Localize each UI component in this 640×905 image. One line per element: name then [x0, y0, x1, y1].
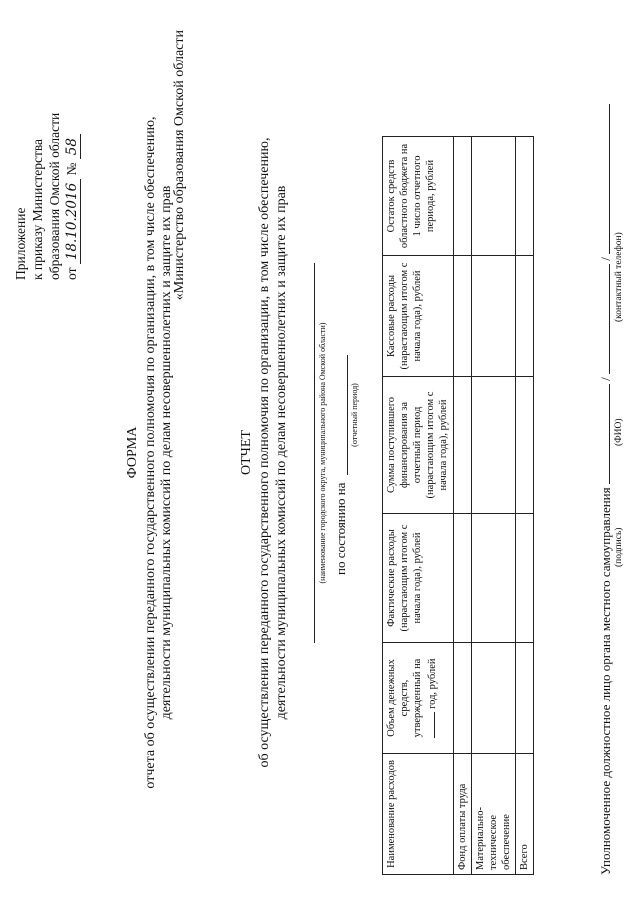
table-cell — [454, 377, 472, 514]
name-caption: (ФИО) — [614, 418, 624, 446]
table-cell — [516, 137, 534, 256]
header-cash-expenses: Кассовые расходы (нарастающим итогом с начала года), рублей — [383, 256, 454, 377]
separator: / — [598, 377, 613, 381]
header-received-funding: Сумма поступившего финансирования за отчетный период (нарастающим итогом с начала года), рублей — [383, 377, 454, 514]
table-cell — [454, 514, 472, 643]
table-cell — [472, 643, 516, 754]
header-expense-name: Наименование расходов — [383, 754, 454, 875]
period-field — [333, 355, 348, 475]
separator: / — [598, 257, 613, 261]
phone-caption: (контактный телефон) — [614, 232, 624, 322]
table-cell — [454, 256, 472, 377]
report-line-2: деятельности муниципальных комиссий по делам несовершеннолетних и защите их прав — [274, 185, 289, 720]
period-caption: (отчетный период) — [350, 383, 359, 447]
table-row — [454, 137, 472, 875]
ministry-label: «Министерство образования Омской области — [172, 30, 187, 301]
header-actual-expenses: Фактические расходы (нарастающим итогом с начала года), рублей — [383, 514, 454, 643]
form-heading: ФОРМА — [125, 426, 140, 479]
table-cell — [472, 256, 516, 377]
table-cell — [472, 377, 516, 514]
handwritten-number: 58 — [64, 134, 81, 159]
table-cell — [516, 643, 534, 754]
appendix-line-4 — [63, 113, 81, 280]
appendix-line-2: к приказу Министерства — [30, 138, 45, 280]
appendix-line-1: Приложение — [13, 207, 28, 280]
header-budget-balance: Остаток средств областного бюджета на 1 число отчетного периода, рублей — [383, 137, 454, 256]
handwritten-date: 18.10.2016 — [64, 179, 81, 264]
date-prefix: от — [64, 267, 79, 280]
table-cell — [472, 514, 516, 643]
municipality-caption: (наименование городского округа, муниципального района Омской области) — [318, 322, 327, 584]
header-approved-amount: Объем денежных средств, утвержденный на год, рублей — [383, 643, 454, 754]
table-cell — [454, 643, 472, 754]
table-cell — [472, 137, 516, 256]
signature-caption: (подпись) — [614, 527, 624, 567]
row-label: Фонд оплаты труда — [454, 754, 472, 875]
appendix-line-3: образования Омской области — [47, 112, 62, 280]
signature-label: Уполномоченное должностное лицо органа местного самоуправления — [598, 487, 613, 875]
report-table — [382, 136, 534, 875]
municipality-field — [300, 263, 315, 643]
appendix-block — [12, 113, 81, 280]
form-subtitle-line-1: отчета об осуществлении переданного государственного полномочия по организации, в том числе обеспечению, — [143, 116, 158, 789]
table-cell — [454, 137, 472, 256]
report-heading: ОТЧЕТ — [239, 430, 254, 475]
row-label: Материально-техническое обеспечение — [472, 754, 516, 875]
table-cell — [516, 514, 534, 643]
row-label: Всего — [516, 754, 534, 875]
phone-field — [609, 104, 610, 254]
table-cell — [516, 256, 534, 377]
table-row — [472, 137, 516, 875]
table-cell — [516, 377, 534, 514]
table-header-row — [383, 137, 454, 875]
name-field — [609, 264, 610, 374]
signature-field — [609, 384, 610, 484]
signature-row — [598, 104, 614, 875]
report-line-1: об осуществлении переданного государственного полномочия по организации, в том числе обеспечению, — [257, 137, 272, 768]
as-of-label: по состоянию на — [333, 482, 348, 575]
table-row — [516, 137, 534, 875]
year-blank — [424, 712, 435, 738]
number-prefix: № — [64, 162, 79, 176]
form-subtitle-line-2: деятельности муниципальных комиссий по делам несовершеннолетних и защите их прав — [159, 185, 174, 720]
